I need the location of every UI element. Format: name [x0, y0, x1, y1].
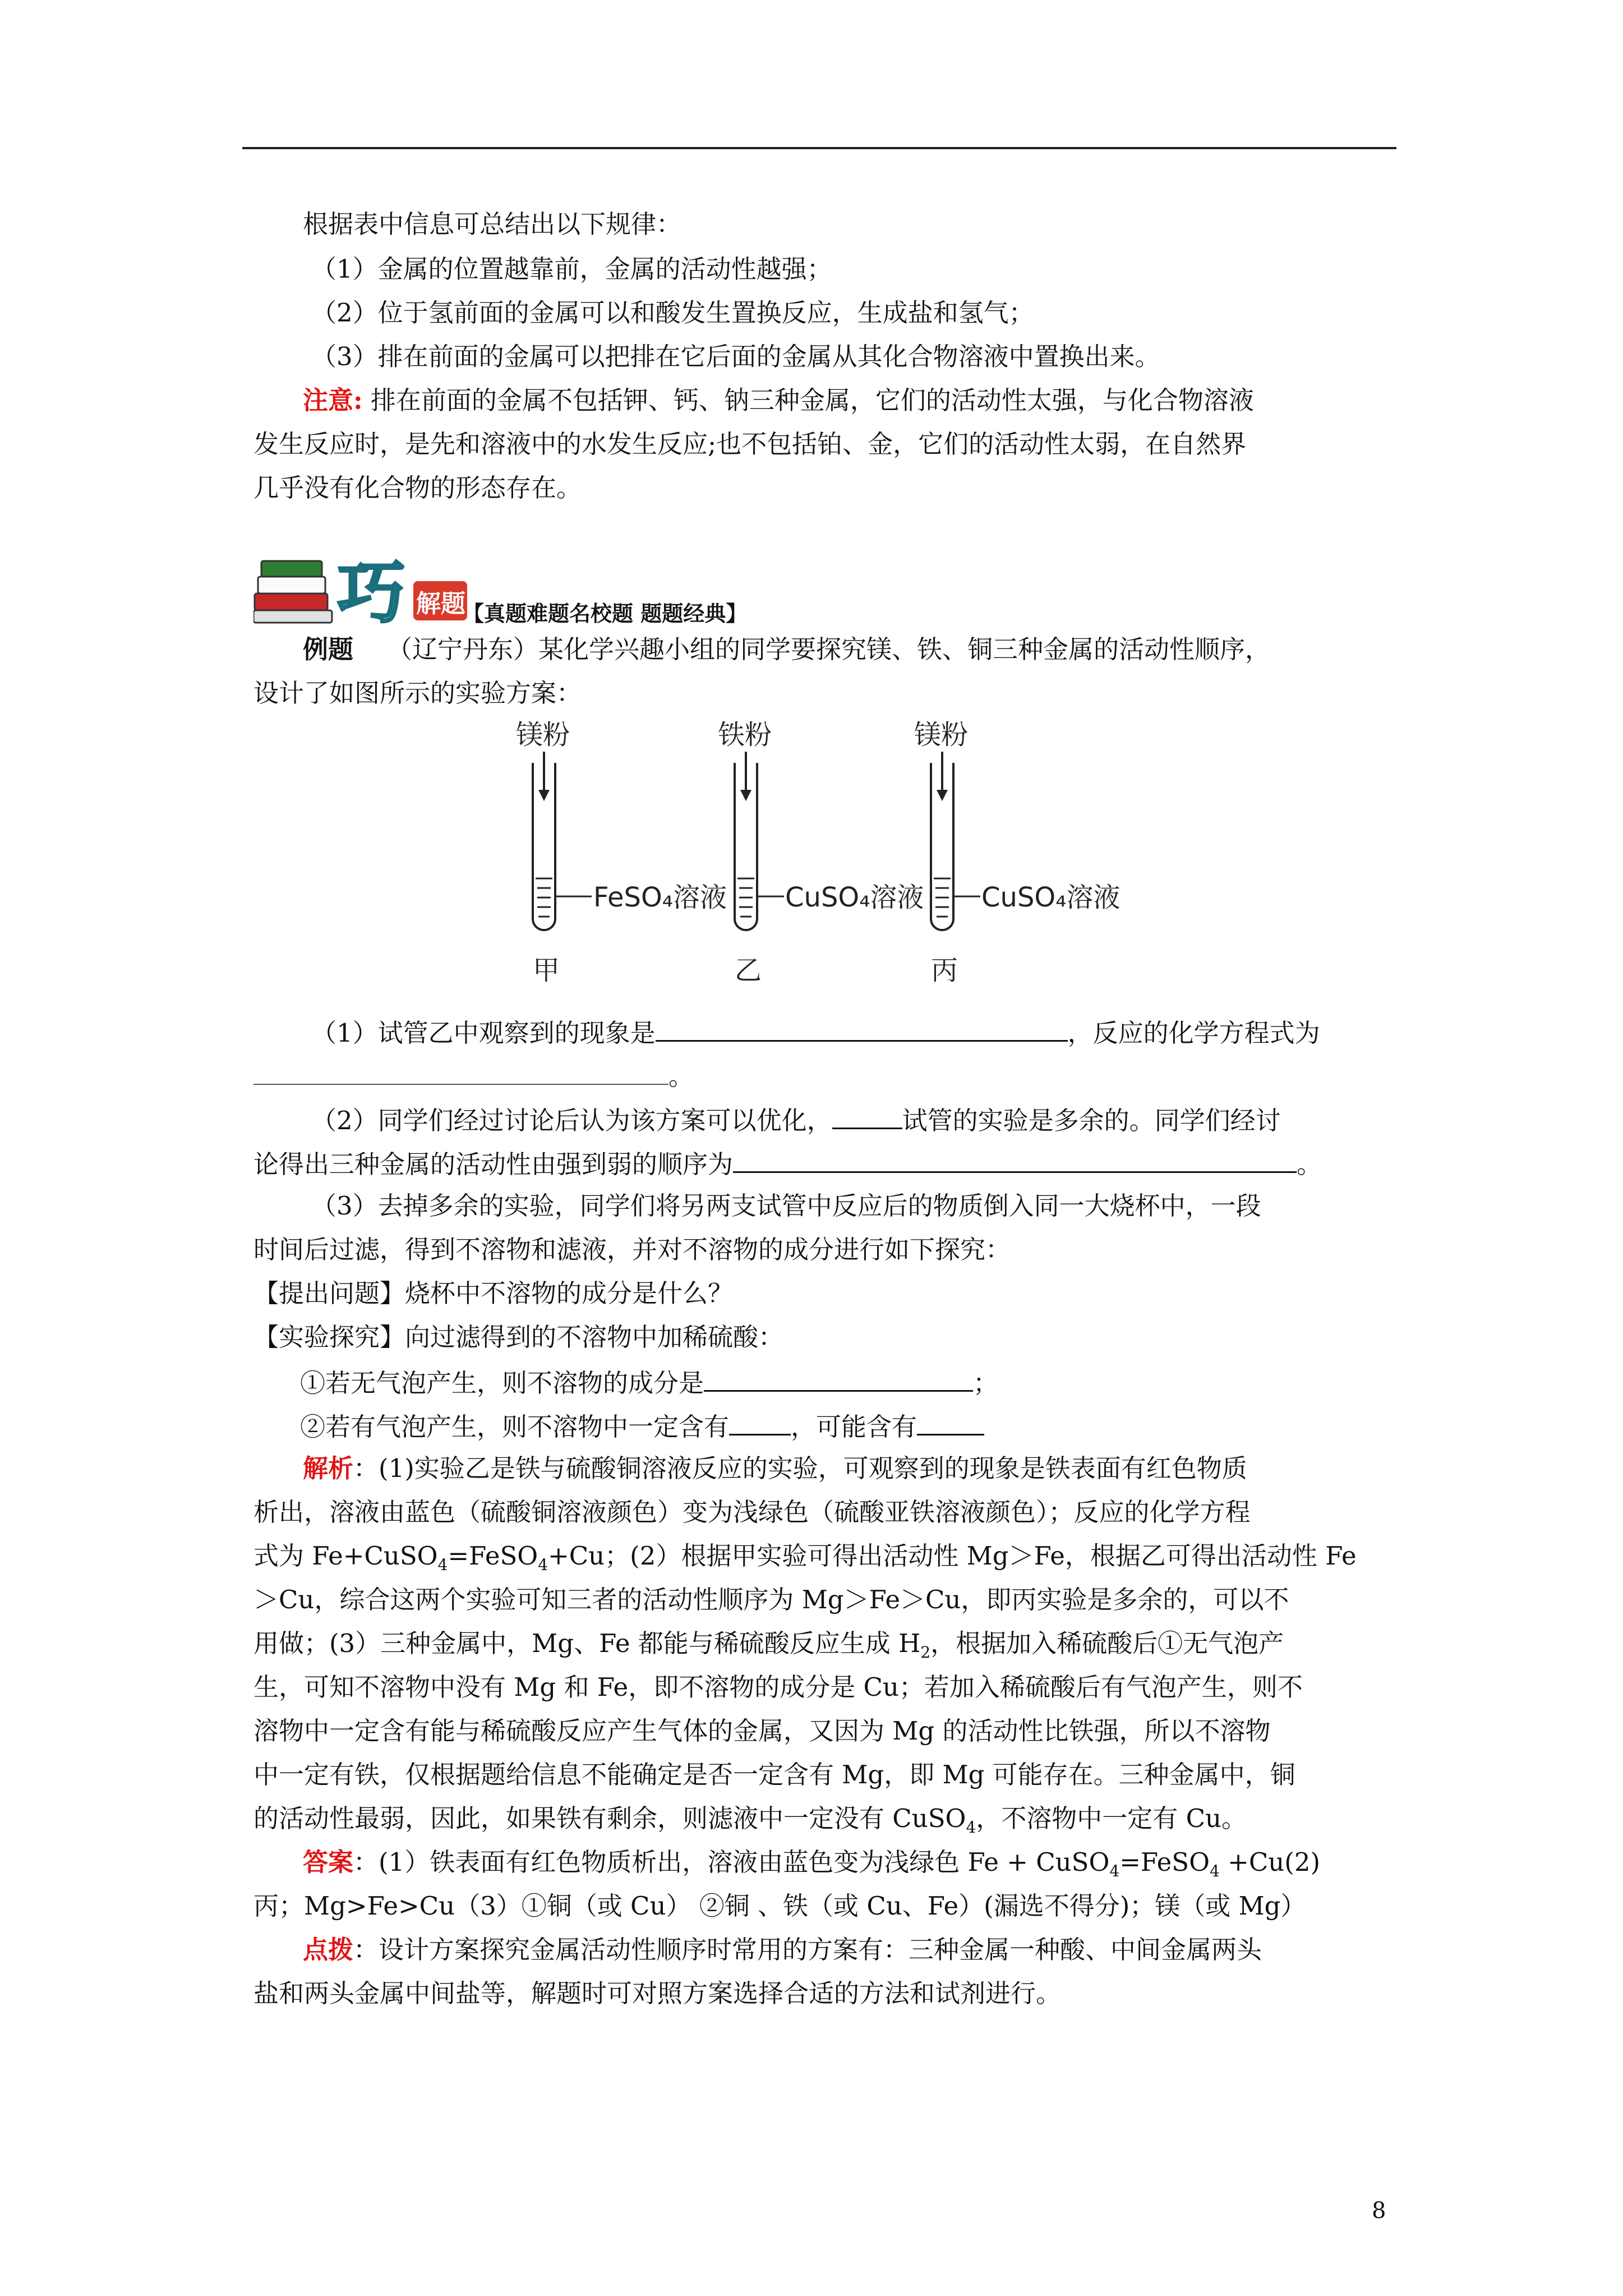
case-2: ②若有气泡产生，则不溶物中一定含有 ，可能含有 — [300, 1409, 984, 1443]
tube-bing-name: 丙 — [931, 955, 958, 986]
analysis-line-3: 式为 Fe+CuSO$_4$=FeSO$_4$+Cu；(2）根据甲实验可得出活动性 Mg＞Fe，根据乙可得出活动性 Fe — [253, 1541, 1357, 1574]
example-line-1: 例题 （辽宁丹东）某化学兴趣小组的同学要探究镁、铁、铜三种金属的活动性顺序， — [303, 634, 1271, 664]
question-2-blank-order[interactable] — [733, 1147, 1297, 1173]
tube-yi-name: 乙 — [735, 955, 762, 986]
rule-1: （1）金属的位置越靠前，金属的活动性越强； — [311, 254, 832, 284]
case-2-blank-certain[interactable] — [729, 1409, 791, 1435]
banner-big-char: 巧 — [338, 554, 405, 627]
note-line-3: 几乎没有化合物的形态存在。 — [253, 473, 582, 503]
books-icon — [253, 561, 332, 623]
tube-jia — [516, 719, 727, 986]
tube-yi-solution: CuSO₄溶液 — [785, 882, 924, 913]
header-rule — [242, 147, 1396, 149]
tube-bing-solution: CuSO₄溶液 — [981, 882, 1121, 913]
experiment-explore: 【实验探究】向过滤得到的不溶物中加稀硫酸： — [253, 1322, 784, 1352]
note-label: 注意: — [303, 385, 363, 415]
banner-subtitle: 【真题难题名校题 题题经典】 — [463, 601, 748, 626]
case-2-blank-possible[interactable] — [917, 1409, 984, 1435]
tube-jia-name: 甲 — [533, 955, 560, 986]
question-1-blank-phenomenon[interactable] — [656, 1015, 1068, 1042]
rule-2: （2）位于氢前面的金属可以和酸发生置换反应，生成盐和氢气； — [311, 298, 1034, 328]
question-1-line-1: （1）试管乙中观察到的现象是 ，反应的化学方程式为 — [311, 1015, 1320, 1049]
summary-intro: 根据表中信息可总结出以下规律： — [303, 209, 682, 239]
question-2-line-1: （2）同学们经过讨论后认为该方案可以优化， 试管的实验是多余的。同学们经讨 — [311, 1103, 1281, 1137]
page-number: 8 — [1372, 2198, 1386, 2224]
example-label: 例题 — [303, 634, 354, 664]
tip-line-1: 点拨：设计方案探究金属活动性顺序时常用的方案有：三种金属一种酸、中间金属两头 — [303, 1935, 1262, 1964]
tube-bing-powder: 镁粉 — [914, 719, 969, 751]
question-1-line-2: 。 — [253, 1059, 694, 1092]
question-3-line-1: （3）去掉多余的实验，同学们将另两支试管中反应后的物质倒入同一大烧杯中，一段 — [311, 1191, 1261, 1221]
case-1-blank[interactable] — [704, 1365, 973, 1392]
rule-3: （3）排在前面的金属可以把排在它后面的金属从其化合物溶液中置换出来。 — [311, 342, 1160, 371]
tube-jia-powder: 镁粉 — [516, 719, 570, 751]
question-2-blank-tube[interactable] — [832, 1103, 902, 1129]
note-line-1: 注意: 排在前面的金属不包括钾、钙、钠三种金属，它们的活动性太强，与化合物溶液 — [303, 385, 1254, 415]
tube-yi-powder: 铁粉 — [718, 719, 772, 751]
ask-question: 【提出问题】烧杯中不溶物的成分是什么？ — [253, 1278, 734, 1308]
answer-line-1: 答案：(1）铁表面有红色物质析出，溶液由蓝色变为浅绿色 Fe + CuSO$_4$=FeSO$_4$ +Cu(2) — [303, 1847, 1321, 1880]
analysis-line-5: 用做；(3）三种金属中，Mg、Fe 都能与稀硫酸反应生成 $H_2$，根据加入稀硫酸后①无气泡产 — [253, 1628, 1284, 1662]
tip-line-2: 盐和两头金属中间盐等，解题时可对照方案选择合适的方法和试剂进行。 — [253, 1978, 1062, 2008]
analysis-line-4: ＞Cu，综合这两个实验可知三者的活动性顺序为 Mg＞Fe＞Cu，即丙实验是多余的，可以不 — [253, 1585, 1289, 1614]
analysis-line-8: 中一定有铁，仅根据题给信息不能确定是否一定含有 Mg，即 Mg 可能存在。三种金属中，铜 — [253, 1760, 1295, 1789]
tube-yi — [718, 719, 924, 986]
tube-jia-solution: FeSO₄溶液 — [593, 882, 727, 913]
tip-label: 点拨 — [303, 1935, 354, 1964]
case-1: ①若无气泡产生，则不溶物的成分是 ； — [300, 1365, 998, 1399]
answer-line-2: 丙；Mg>Fe>Cu（3）①铜（或 Cu） ②铜 、铁（或 Cu、Fe）(漏选不得分)；镁（或 Mg） — [253, 1891, 1306, 1921]
analysis-line-1: 解析：(1)实验乙是铁与硫酸铜溶液反应的实验，可观察到的现象是铁表面有红色物质 — [303, 1453, 1247, 1483]
answer-label: 答案 — [303, 1847, 354, 1877]
example-line-2: 设计了如图所示的实验方案： — [253, 678, 582, 708]
analysis-label: 解析 — [303, 1453, 354, 1483]
test-tube-diagram — [494, 717, 1122, 997]
tube-bing — [914, 719, 1120, 986]
question-2-line-2: 论得出三种金属的活动性由强到弱的顺序为 。 — [253, 1147, 1322, 1180]
banner-small-text: 解题 — [416, 590, 465, 618]
analysis-line-6: 生，可知不溶物中没有 Mg 和 Fe，即不溶物的成分是 Cu；若加入稀硫酸后有气泡产生，则不 — [253, 1672, 1303, 1702]
question-3-line-2: 时间后过滤，得到不溶物和滤液，并对不溶物的成分进行如下探究： — [253, 1235, 1011, 1264]
note-line-2: 发生反应时，是先和溶液中的水发生反应;也不包括铂、金，它们的活动性太弱，在自然界 — [253, 429, 1247, 459]
analysis-line-7: 溶物中一定含有能与稀硫酸反应产生气体的金属，又因为 Mg 的活动性比铁强，所以不溶物 — [253, 1716, 1271, 1746]
analysis-line-9: 的活动性最弱，因此，如果铁有剩余，则滤液中一定没有 CuSO$_4$，不溶物中一定有 Cu。 — [253, 1803, 1247, 1837]
analysis-line-2: 析出，溶液由蓝色（硫酸铜溶液颜色）变为浅绿色（硫酸亚铁溶液颜色）；反应的化学方程 — [253, 1497, 1251, 1527]
question-1-blank-equation[interactable] — [253, 1059, 668, 1085]
